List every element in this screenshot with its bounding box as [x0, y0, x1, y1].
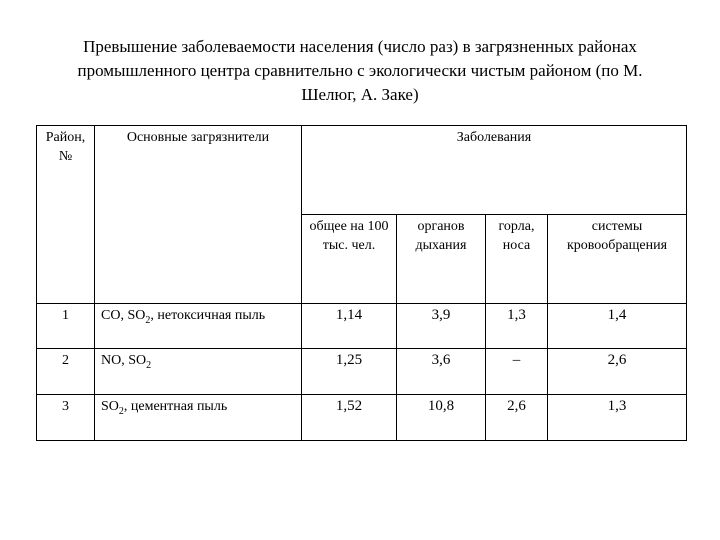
header-throat-nose: горла, носа — [486, 214, 548, 303]
value-circulatory: 1,4 — [548, 303, 687, 349]
value-total: 1,52 — [302, 395, 397, 441]
header-district: Район, № — [37, 126, 95, 304]
value-respiratory: 3,6 — [397, 349, 486, 395]
pollutants-cell — [95, 395, 302, 441]
district-number: 1 — [37, 303, 95, 349]
header-pollutants: Основные загрязнители — [95, 126, 302, 304]
pollutants-text-rest: , нетоксичная пыль — [150, 307, 266, 323]
pollutants-text: NO, SO — [101, 353, 147, 369]
table-row — [37, 349, 687, 395]
pollutants-subscript: 2 — [146, 360, 152, 372]
header-respiratory: органов дыхания — [397, 214, 486, 303]
pollutants-text: CO, SO — [101, 307, 146, 323]
district-number: 2 — [37, 349, 95, 395]
value-circulatory: 1,3 — [548, 395, 687, 441]
pollutants-text-rest: , цементная пыль — [123, 399, 228, 415]
value-throat-nose: 1,3 — [486, 303, 548, 349]
morbidity-table — [36, 125, 687, 441]
value-throat-nose: 2,6 — [486, 395, 548, 441]
header-total: общее на 100 тыс. чел. — [302, 214, 397, 303]
value-respiratory: 3,9 — [397, 303, 486, 349]
pollutants-subscript: 2 — [145, 314, 151, 326]
value-respiratory: 10,8 — [397, 395, 486, 441]
table-row — [37, 303, 687, 349]
value-circulatory: 2,6 — [548, 349, 687, 395]
district-number: 3 — [37, 395, 95, 441]
header-circulatory: системы кровообращения — [548, 214, 687, 303]
header-diseases: Заболевания — [302, 126, 687, 215]
title-line-2: промышленного центра сравнительно с экологически чистым районом (по М. — [77, 61, 643, 80]
value-total: 1,14 — [302, 303, 397, 349]
title-line-3: Шелюг, А. Заке) — [301, 85, 419, 104]
value-total: 1,25 — [302, 349, 397, 395]
pollutants-cell — [95, 303, 302, 349]
pollutants-subscript: 2 — [118, 405, 124, 417]
pollutants-cell — [95, 349, 302, 395]
value-throat-nose: – — [486, 349, 548, 395]
title-line-1: Превышение заболеваемости населения (число раз) в загрязненных районах — [83, 37, 637, 56]
table-row — [37, 395, 687, 441]
table-header-row — [37, 126, 687, 215]
pollutants-text: SO — [101, 399, 119, 415]
document-title — [40, 35, 680, 107]
